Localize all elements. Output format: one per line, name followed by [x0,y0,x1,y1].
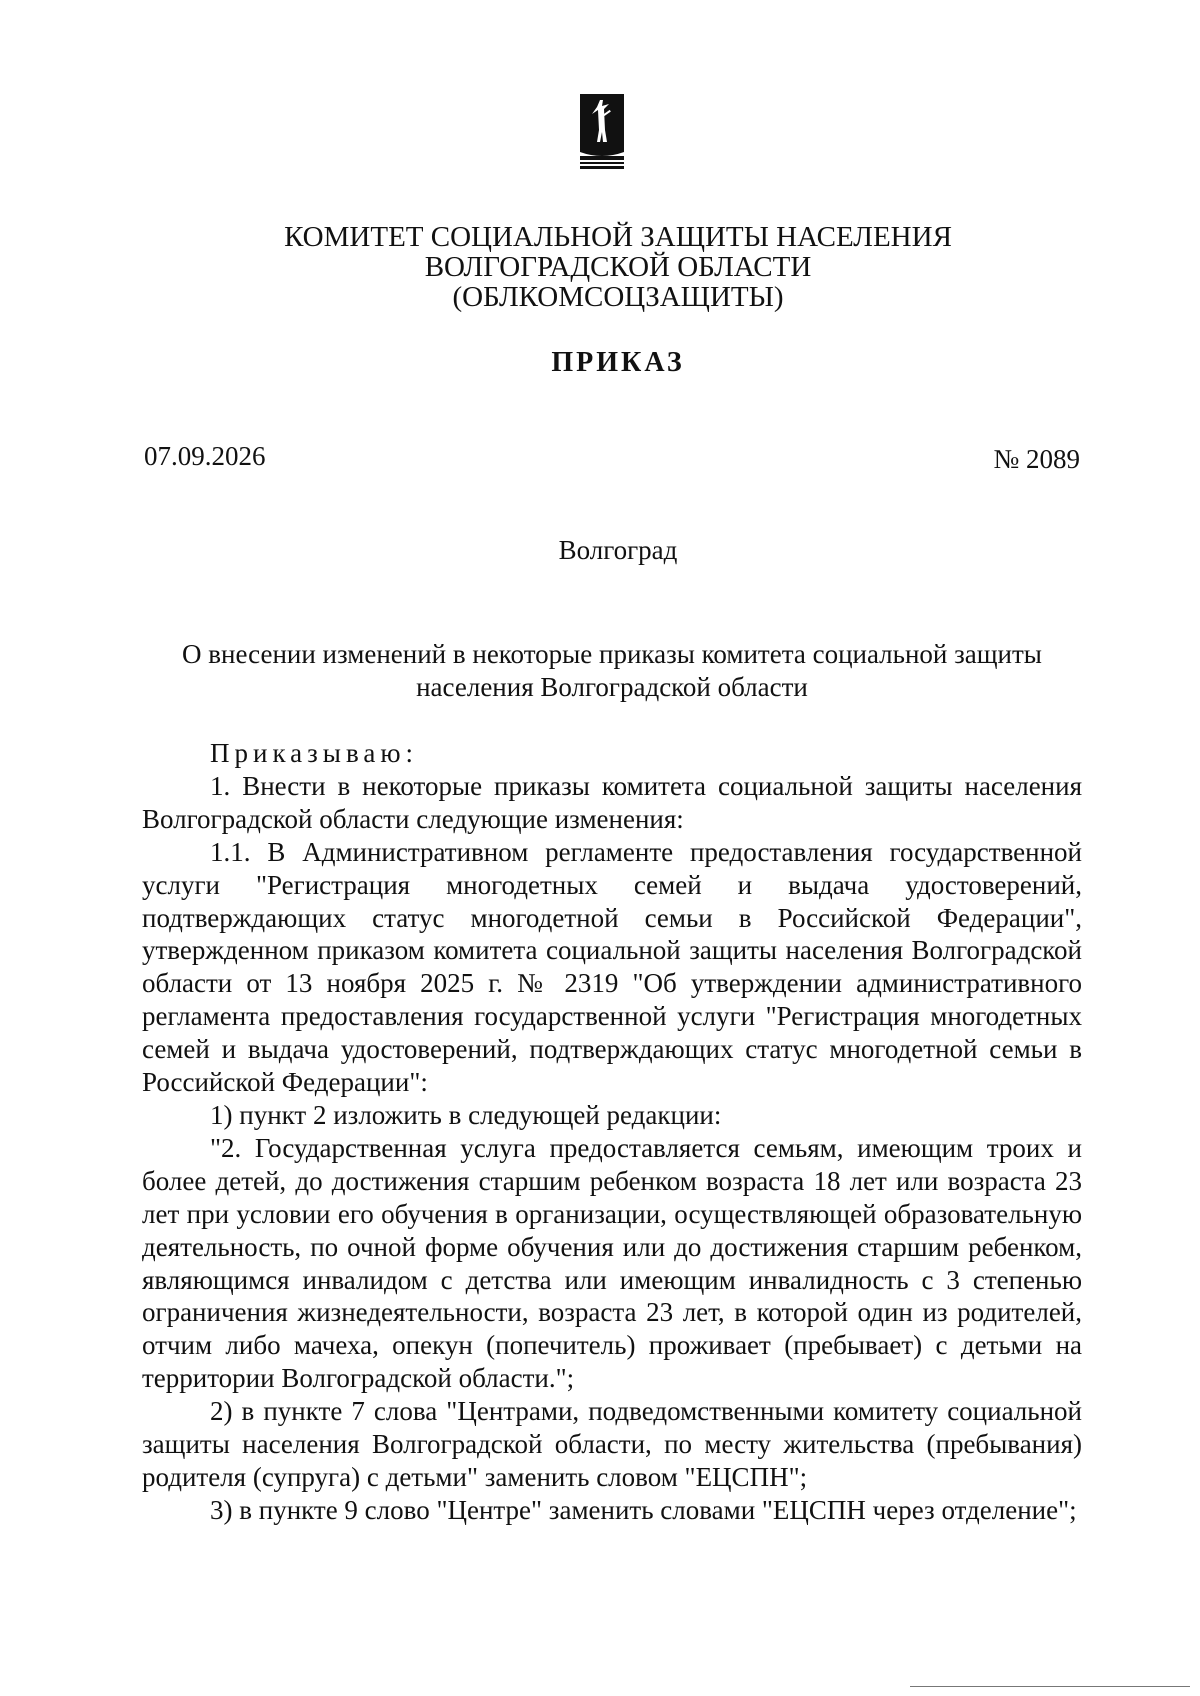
document-date: 07.09.2026 [144,441,266,471]
organization-name-line1: КОМИТЕТ СОЦИАЛЬНОЙ ЗАЩИТЫ НАСЕЛЕНИЯ [284,221,952,253]
document-subject [144,638,1080,704]
paragraph-item-1: 1) пункт 2 изложить в следующей редакции: [210,1099,722,1130]
paragraph-item-3: 3) в пункте 9 слово "Центре" заменить словами "ЕЦСПН через отделение"; [210,1494,1077,1525]
order-word: Приказываю: [210,738,418,768]
document-body [142,737,1082,1527]
organization-name-line2: ВОЛГОГРАДСКОЙ ОБЛАСТИ [424,251,812,283]
emblem [578,92,626,174]
coat-of-arms-icon [578,92,626,174]
organization-name [0,222,1200,312]
document-subject-line2: населения Волгоградской области [416,672,808,702]
document-subject-line1: О внесении изменений в некоторые приказы комитета социальной защиты [182,639,1042,669]
organization-abbreviation: (ОБЛКОМСОЦЗАЩИТЫ) [452,281,784,313]
document-city: Волгоград [558,535,678,565]
paragraph-item-2: 2) в пункте 7 слова "Центрами, подведомственными комитету социальной защиты населения Волгоградской области, по месту жительства (пребывания) родителя (супруга) с детьми" заменить словом "ЕЦСПН"; [142,1396,1082,1492]
footer-divider [910,1686,1190,1687]
paragraph-1-1: 1.1. В Административном регламенте предоставления государственной услуги "Регистрация многодетных семей и выдача удостоверений, подтверждающих статус многодетной семьи в Российской Федерации", утвержденном приказом комитета социальной защиты населения Волгоградской области от 13 ноября 2025 г. № 2319 "Об утверждении административного регламента предоставления государственной услуги "Регистрация многодетных семей и выдача удостоверений, подтверждающих статус многодетной семьи в Российской Федерации": [142,836,1082,1098]
document-type: ПРИКАЗ [551,347,685,378]
paragraph-item-1-text: "2. Государственная услуга предоставляется семьям, имеющим троих и более детей, до достижения старшим ребенком возраста 18 лет или возраста 23 лет при условии его обучения в организации, осуществляющей образовательную деятельность, по очной форме обучения или до достижения старшим ребенком, являющимся инвалидом с детства или имеющим инвалидность с 3 степенью ограничения жизнедеятельности, возраста 23 лет, в которой один из родителей, отчим либо мачеха, опекун (попечитель) проживает (пребывает) с детьми на территории Волгоградской области."; [142,1132,1082,1394]
paragraph-1: 1. Внести в некоторые приказы комитета социальной защиты населения Волгоградской области следующие изменения: [142,770,1082,834]
document-number: № 2089 [993,444,1080,474]
